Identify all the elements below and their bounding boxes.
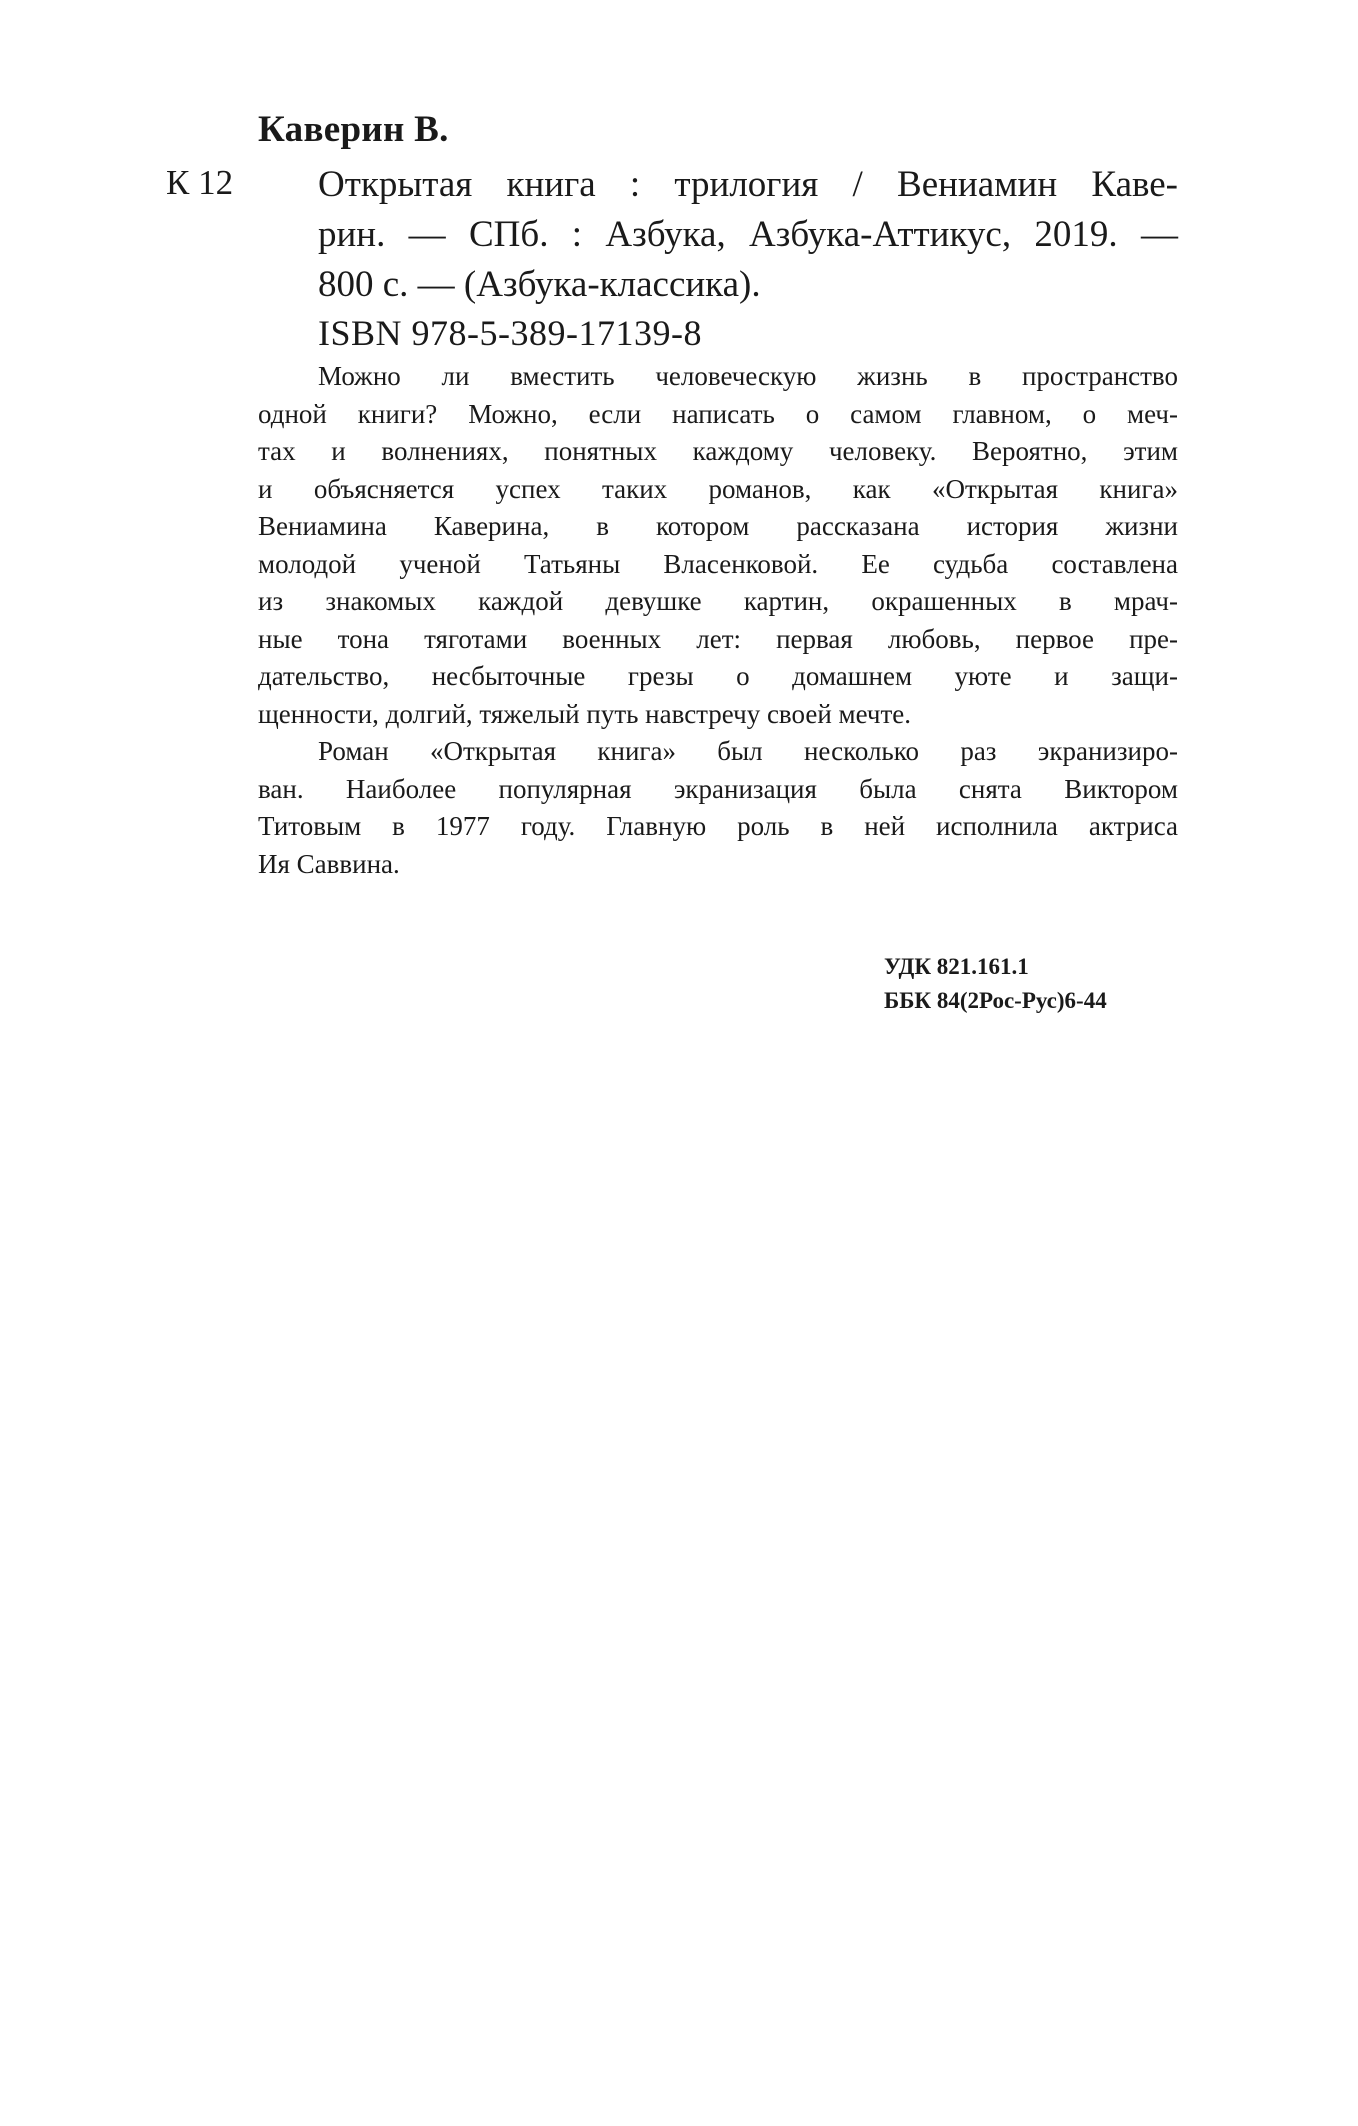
bibliographic-line: Открытая книга : трилогия / Вениамин Каве- bbox=[318, 164, 1178, 205]
annotation-line: Вениамина Каверина, в котором рассказана история жизни bbox=[258, 511, 1178, 541]
udk-code: УДК 821.161.1 bbox=[884, 954, 1029, 979]
annotation-line: Можно ли вместить человеческую жизнь в пространство bbox=[318, 361, 1178, 391]
annotation-line: дательство, несбыточные грезы о домашнем уюте и защи- bbox=[258, 661, 1178, 691]
annotation bbox=[258, 358, 1178, 883]
annotation-line: тах и волнениях, понятных каждому человеку. Вероятно, этим bbox=[258, 436, 1178, 466]
isbn: ISBN 978-5-389-17139-8 bbox=[318, 313, 702, 353]
annotation-line: Ия Саввина. bbox=[258, 848, 400, 879]
author-code: К 12 bbox=[166, 163, 234, 202]
annotation-line: Роман «Открытая книга» был несколько раз экранизиро- bbox=[318, 736, 1178, 766]
bibliographic-description bbox=[318, 160, 1178, 310]
annotation-line: и объясняется успех таких романов, как «Открытая книга» bbox=[258, 473, 1178, 504]
bibliographic-line: рин. — СПб. : Азбука, Азбука-Аттикус, 2019. — bbox=[318, 214, 1178, 255]
annotation-line: ван. Наиболее популярная экранизация была снята Виктором bbox=[258, 773, 1178, 804]
author-name: Каверин В. bbox=[258, 109, 449, 150]
classification-codes bbox=[884, 950, 1107, 1018]
annotation-line: ные тона тяготами военных лет: первая любовь, первое пре- bbox=[258, 623, 1178, 654]
annotation-line: щенности, долгий, тяжелый путь навстречу своей мечте. bbox=[258, 698, 912, 729]
annotation-paragraph-1 bbox=[258, 358, 1178, 733]
bibliographic-line: 800 с. — (Азбука-классика). bbox=[318, 264, 761, 305]
annotation-paragraph-2 bbox=[258, 733, 1178, 883]
annotation-line: из знакомых каждой девушке картин, окрашенных в мрач- bbox=[258, 586, 1178, 616]
annotation-line: одной книги? Можно, если написать о самом главном, о меч- bbox=[258, 398, 1178, 429]
annotation-line: молодой ученой Татьяны Власенковой. Ее судьба составлена bbox=[258, 548, 1178, 579]
annotation-line: Титовым в 1977 году. Главную роль в ней исполнила актриса bbox=[258, 811, 1178, 841]
bbk-code: ББК 84(2Рос-Рус)6-44 bbox=[884, 988, 1107, 1013]
